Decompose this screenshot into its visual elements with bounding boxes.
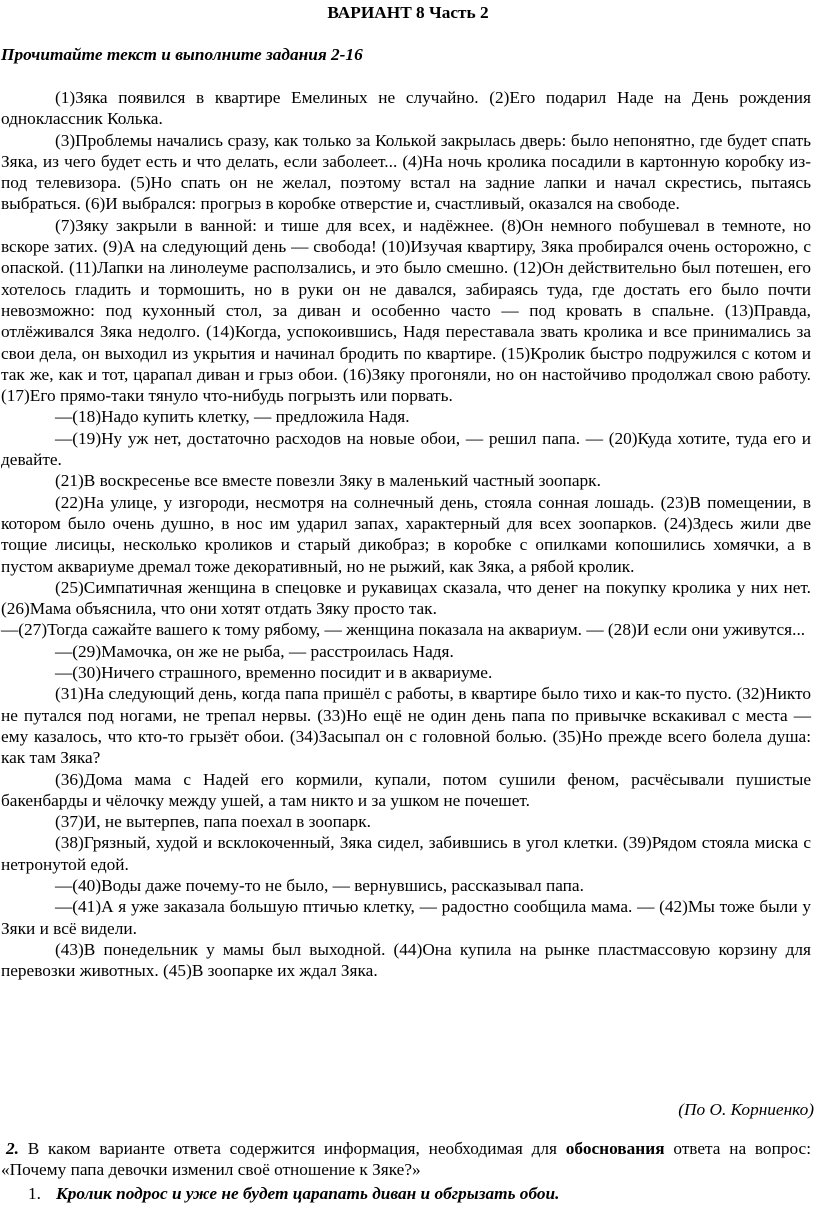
question-number: 2.	[6, 1139, 19, 1158]
task-instruction: Прочитайте текст и выполните задания 2-16	[1, 45, 363, 64]
text-paragraph: (3)Проблемы начались сразу, как только за Колькой закрылась дверь: было непонятно, где будет спать Зяка, из чего будет есть и что делать, если заболеет... (4)На ночь кролика посадили в картонную коробку из-под телевизора. (5)Но спать он не желал, поэтому встал на задние лапки и начал скрестись, пытаясь выбраться. (6)И выбрался: прогрыз в коробке отверстие и, счастливый, оказался на свободе.	[1, 130, 811, 214]
text-paragraph: (37)И, не вытерпев, папа поехал в зоопарк.	[55, 812, 371, 832]
dialogue-line: —(29)Мамочка, он же не рыба, — расстроилась Надя.	[55, 641, 454, 661]
text-paragraph: (7)Зяку закрыли в ванной: и тише для всех, и надёжнее. (8)Он немного побушевал в темноте, но вскоре затих. (9)А на следующий день — свобода! (10)Изучая квартиру, Зяка пробирался очень осторожно, с опаской. (11)Лапки на линолеуме расползались, и это было смешно. (12)Он действительно был потешен, его хотелось гладить и тормошить, но в руки он не давался, забираясь туда, где достать его было почти невозможно: под кухонный стол, за диван и особенно часто — под кровать в спальне. (13)Правда, отлёживался Зяка недолго. (14)Когда, успокоившись, Надя переставала звать кролика и все принимались за свои дела, он выходил из укрытия и начинал бродить по квартире. (15)Кролик быстро подружился с котом и так же, как и тот, царапал диван и грыз обои. (16)Зяку прогоняли, но он настойчиво продолжал свою работу. (17)Его прямо-таки тянуло что-нибудь погрызть или порвать.	[1, 215, 811, 406]
question-emphasis: обоснования	[565, 1139, 665, 1158]
text-paragraph: (36)Дома мама с Надей его кормили, купали, потом сушили феном, расчёсывали пушистые бакенбарды и чёлочку между ушей, а там никто и за ушком не почешет.	[1, 769, 811, 810]
text-paragraph: (31)На следующий день, когда папа пришёл с работы, в квартире было тихо и как-то пусто. (32)Никто не путался под ногами, не трепал нервы. (33)Но ещё не один день папа по привычке вскакивал с места — ему казалось, что кто-то грызёт обои. (34)Засыпал он с головной болью. (35)Но прежде всего болела душа: как там Зяка?	[1, 684, 811, 768]
question-text-start: В каком варианте ответа содержится информация, необходимая для	[18, 1139, 566, 1158]
question-2	[1, 1138, 811, 1181]
dialogue-line: —(41)А я уже заказала большую птичью клетку, — радостно сообщила мама. — (42)Мы тоже были у Зяки и всё видели.	[1, 897, 811, 938]
dialogue-line: —(40)Воды даже почему-то не было, — вернувшись, рассказывал папа.	[55, 875, 584, 895]
dialogue-line: —(19)Ну уж нет, достаточно расходов на новые обои, — решил папа. — (20)Куда хотите, туда его и девайте.	[1, 428, 811, 470]
reading-text	[1, 87, 811, 981]
dialogue-line: —(27)Тогда сажайте вашего к тому рябому, — женщина показала на аквариум. — (28)И если они уживутся...	[1, 620, 806, 640]
option-text: Кролик подрос и уже не будет царапать диван и обгрызать обои.	[56, 1184, 560, 1203]
variant-title: ВАРИАНТ 8 Часть 2	[327, 3, 489, 22]
text-source: (По О. Корниенко)	[678, 1100, 814, 1119]
text-paragraph: (1)Зяка появился в квартире Емелиных не случайно. (2)Его подарил Наде на День рождения одноклассник Колька.	[1, 88, 811, 129]
answer-option-1[interactable]	[28, 1183, 808, 1204]
question-text-end: ответа на вопрос: «Почему папа девочки изменил своё отношение к Зяке?»	[1, 1139, 811, 1180]
text-paragraph: (22)На улице, у изгороди, несмотря на солнечный день, стояла сонная лошадь. (23)В помещении, в котором было очень душно, в нос им ударил запах, характерный для всех зоопарков. (24)Здесь жили две тощие лисицы, несколько кроликов и старый дикобраз; в коробке с опилками копошились хомячки, а в пустом аквариуме дремал тоже декоративный, но не рыжий, как Зяка, а рябой кролик.	[1, 492, 811, 576]
text-paragraph: (43)В понедельник у мамы был выходной. (44)Она купила на рынке пластмассовую корзину для перевозки животных. (45)В зоопарке их ждал Зяка.	[1, 939, 811, 981]
text-paragraph: (21)В воскресенье все вместе повезли Зяку в маленький частный зоопарк.	[55, 471, 601, 491]
dialogue-line: —(30)Ничего страшного, временно посидит и в аквариуме.	[55, 663, 493, 683]
option-number: 1.	[28, 1184, 41, 1203]
text-paragraph: (25)Симпатичная женщина в спецовке и рукавицах сказала, что денег на покупку кролика у них нет. (26)Мама объяснила, что они хотят отдать Зяку просто так.	[1, 577, 811, 619]
dialogue-line: —(18)Надо купить клетку, — предложила Надя.	[55, 407, 410, 427]
text-paragraph: (38)Грязный, худой и всклокоченный, Зяка сидел, забившись в угол клетки. (39)Рядом стояла миска с нетронутой едой.	[1, 833, 811, 874]
